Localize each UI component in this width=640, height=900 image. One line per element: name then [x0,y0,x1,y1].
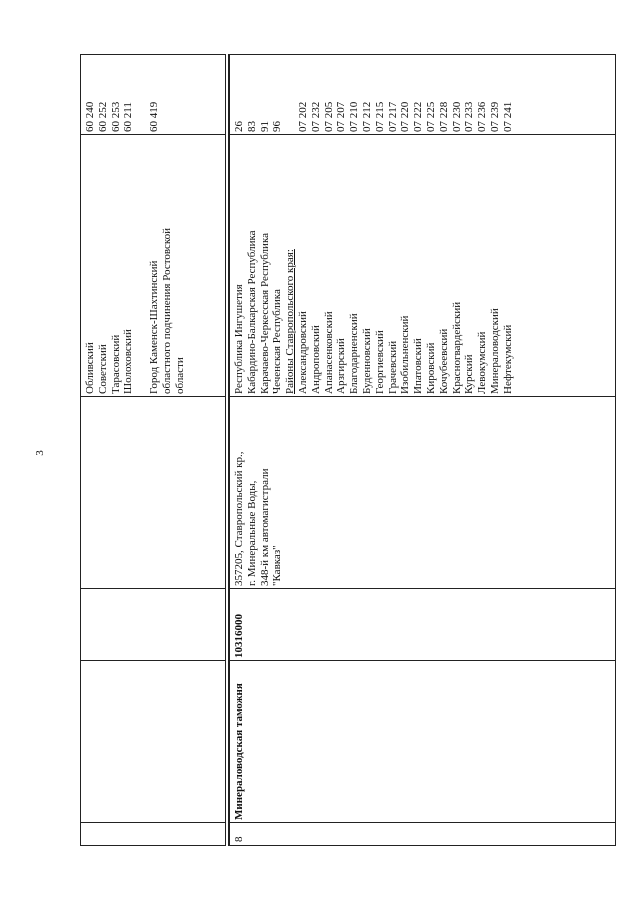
codes-cell [233,53,515,135]
district-name: Буденновский [360,328,373,394]
region-line: Шолоховский [122,329,135,394]
republic-name: Республика Ингушетия [233,284,245,394]
republic-name: Карачаево-Черкесская Республика [258,233,271,394]
customs-code-cell [233,589,246,661]
customs-name: Минераловодская таможня [233,683,245,820]
district-code: 07 205 [322,101,335,132]
district-code: 07 233 [463,101,476,132]
district-name: Благодарненский [348,313,361,394]
region-line: Город Каменск-Шахтинский [147,260,160,394]
district-code: 07 212 [360,101,373,132]
region-line: Тарасовский [109,334,122,394]
column-divider [81,660,225,661]
address-line: 357205, Ставропольский кр., [233,451,245,586]
republic-name: Чеченская Республика [271,289,284,394]
address-line: 348-й км автомагистрали [258,468,271,586]
district-name: Андроповский [309,325,322,394]
district-code: 07 232 [309,101,322,132]
column-divider [230,660,615,661]
district-code: 07 202 [296,101,309,132]
page-number: 3 [34,450,46,456]
district-code: 07 239 [488,101,501,132]
row-number: 8 [233,836,245,842]
republic-code: 96 [271,121,284,132]
district-code: 07 222 [412,101,425,132]
district-name: Красногвардейский [450,301,463,394]
region-line: областного подчинения Ростовской [160,227,173,394]
district-name: Кочубеевский [437,328,450,394]
region-line: Советский [96,344,109,394]
region-line: области [173,357,186,394]
district-name: Нефтекумский [501,324,514,394]
customs-name-cell [233,661,246,823]
column-divider [230,822,615,823]
code-line: 60 240 [84,101,96,132]
code-line: 60 253 [109,101,122,132]
column-divider [81,822,225,823]
customs-code: 10316000 [233,614,245,658]
row-number-cell [233,823,246,845]
district-name: Изобильненский [399,315,412,394]
column-divider [230,588,615,589]
district-code: 07 225 [424,101,437,132]
rotated-document [80,54,616,846]
republic-name: Кабардино-Балкарская Республика [245,230,258,394]
continued-table [80,54,226,846]
district-name: Арзгирский [335,338,348,394]
district-code: 07 228 [437,101,450,132]
district-code: 07 230 [450,101,463,132]
district-code: 07 215 [373,101,386,132]
district-code: 07 220 [399,101,412,132]
continued-codes-cell [84,53,161,135]
regions-cell [233,135,515,397]
address-cell [233,397,284,589]
address-line: г. Минеральные Воды, [245,480,258,586]
district-name: Апанасенковский [322,311,335,394]
district-name: Левокумский [476,331,489,394]
district-code: 07 217 [386,101,399,132]
code-line: 60 252 [96,101,109,132]
address-line: "Кавказ" [271,545,284,586]
code-line: 60 419 [147,101,160,132]
code-line: 60 211 [122,102,135,132]
republic-code: 26 [233,121,245,132]
districts-header: Районы Ставропольского края: [284,249,297,394]
district-name: Георгиевский [373,330,386,394]
district-code: 07 207 [335,101,348,132]
republic-code: 83 [245,121,258,132]
district-code: 07 241 [501,101,514,132]
republic-code: 91 [258,121,271,132]
column-divider [81,588,225,589]
district-name: Курский [463,354,476,394]
district-name: Кировский [424,342,437,394]
district-name: Минераловодский [488,308,501,394]
district-name: Ипатовский [412,338,425,394]
district-code: 07 236 [476,101,489,132]
district-code: 07 210 [348,101,361,132]
region-line: Обливский [84,342,96,394]
continued-regions-cell [84,135,186,397]
district-name: Александровский [296,311,309,394]
district-name: Грачевский [386,340,399,394]
customs-table [228,54,616,846]
